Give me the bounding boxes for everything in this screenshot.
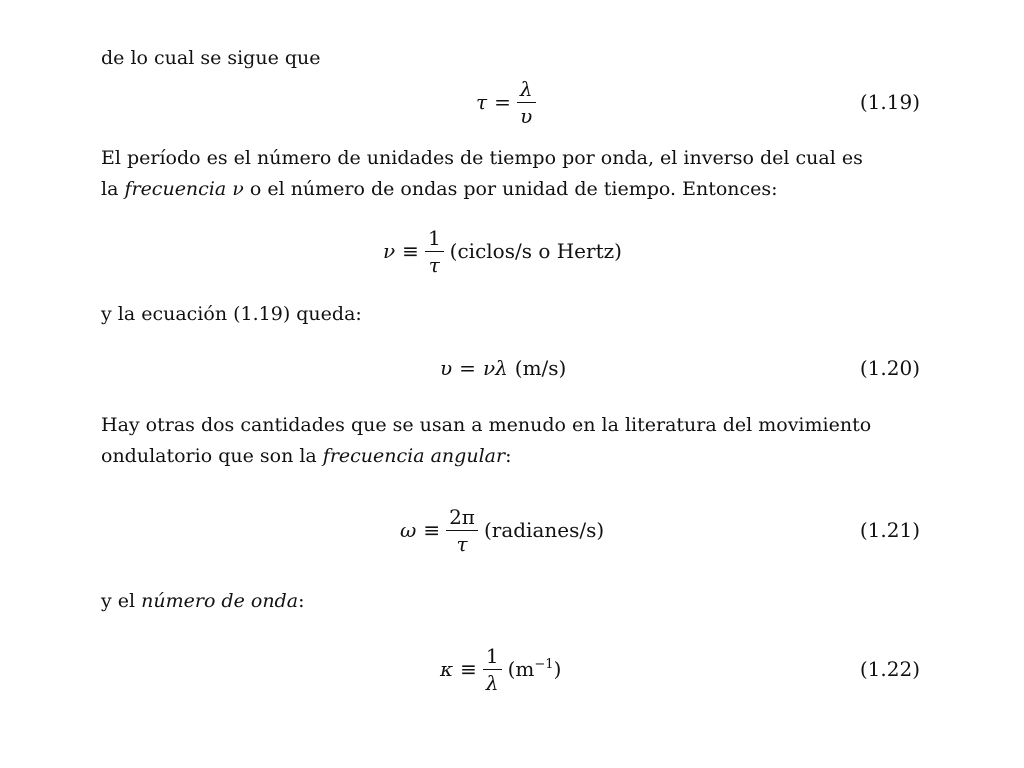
eq-1-20-unit: (m/s) xyxy=(514,356,567,380)
equation-1-20-body xyxy=(440,338,566,398)
text-span: : xyxy=(298,590,305,612)
equation-1-19-body xyxy=(476,72,542,132)
equation-number: (1.22) xyxy=(859,657,920,681)
eq-1-21-denominator: τ xyxy=(456,531,468,556)
equation-1-20 xyxy=(0,338,1024,398)
eq-1-21-rel: ≡ xyxy=(423,518,441,542)
eq-1-21-lhs: ω xyxy=(400,518,417,542)
term-frecuencia-angular: frecuencia angular xyxy=(322,445,506,467)
eq-1-20-rhs: νλ xyxy=(482,356,508,380)
eq-nu-fraction xyxy=(425,225,444,278)
eq-1-21-unit: (radianes/s) xyxy=(483,518,605,542)
eq-1-21-fraction xyxy=(446,504,478,557)
eq-1-19-numerator: λ xyxy=(517,76,536,103)
text-span: ondulatorio que son la xyxy=(101,445,323,467)
eq-1-20-lhs: υ xyxy=(440,356,453,380)
paragraph-other-quantities-line2 xyxy=(101,444,921,468)
eq-nu-lhs: ν xyxy=(383,239,396,263)
unit-close: ) xyxy=(553,657,562,681)
eq-1-22-fraction xyxy=(483,643,502,696)
eq-1-22-numerator: 1 xyxy=(483,643,502,670)
eq-nu-denominator: τ xyxy=(428,252,440,277)
equation-1-19 xyxy=(0,72,1024,132)
equation-frequency xyxy=(0,221,1024,281)
paragraph-intro: de lo cual se sigue que xyxy=(101,47,321,69)
eq-1-19-denominator: υ xyxy=(520,103,533,128)
eq-nu-unit: (ciclos/s o Hertz) xyxy=(449,239,622,263)
eq-1-22-rel: ≡ xyxy=(460,657,477,681)
equation-1-22 xyxy=(0,639,1024,699)
eq-nu-numerator: 1 xyxy=(425,225,444,252)
text-span: la xyxy=(101,178,125,200)
term-frecuencia: frecuencia ν xyxy=(124,178,244,200)
eq-1-19-lhs: τ xyxy=(476,90,488,114)
eq-1-20-rel: = xyxy=(459,356,476,380)
unit-base: (m xyxy=(507,657,535,681)
paragraph-equation-becomes: y la ecuación (1.19) queda: xyxy=(101,303,362,325)
eq-nu-rel: ≡ xyxy=(402,239,419,263)
text-span: : xyxy=(505,445,512,467)
eq-1-22-lhs: κ xyxy=(440,657,454,681)
equation-1-22-body xyxy=(440,639,561,699)
eq-1-19-fraction xyxy=(517,76,536,129)
equation-number: (1.19) xyxy=(859,90,920,114)
text-span: y el xyxy=(101,590,142,612)
eq-1-22-denominator: λ xyxy=(485,670,499,695)
eq-1-19-rel: = xyxy=(494,90,511,114)
text-span: o el número de ondas por unidad de tiempo. Entonces: xyxy=(243,178,778,200)
equation-number: (1.20) xyxy=(859,356,920,380)
equation-1-21 xyxy=(0,500,1024,560)
eq-1-21-numerator: 2π xyxy=(446,504,478,531)
term-numero-de-onda: número de onda xyxy=(141,590,299,612)
eq-1-22-unit xyxy=(508,657,562,681)
paragraph-period-line1: El período es el número de unidades de tiempo por onda, el inverso del cual es xyxy=(101,147,863,169)
equation-number: (1.21) xyxy=(859,518,920,542)
paragraph-other-quantities-line1: Hay otras dos cantidades que se usan a menudo en la literatura del movimiento xyxy=(101,414,872,436)
unit-exponent: −1 xyxy=(534,657,554,672)
equation-1-21-body xyxy=(400,500,604,560)
paragraph-wave-number xyxy=(101,589,921,613)
paragraph-period-line2 xyxy=(101,177,921,201)
equation-frequency-body xyxy=(383,221,622,281)
